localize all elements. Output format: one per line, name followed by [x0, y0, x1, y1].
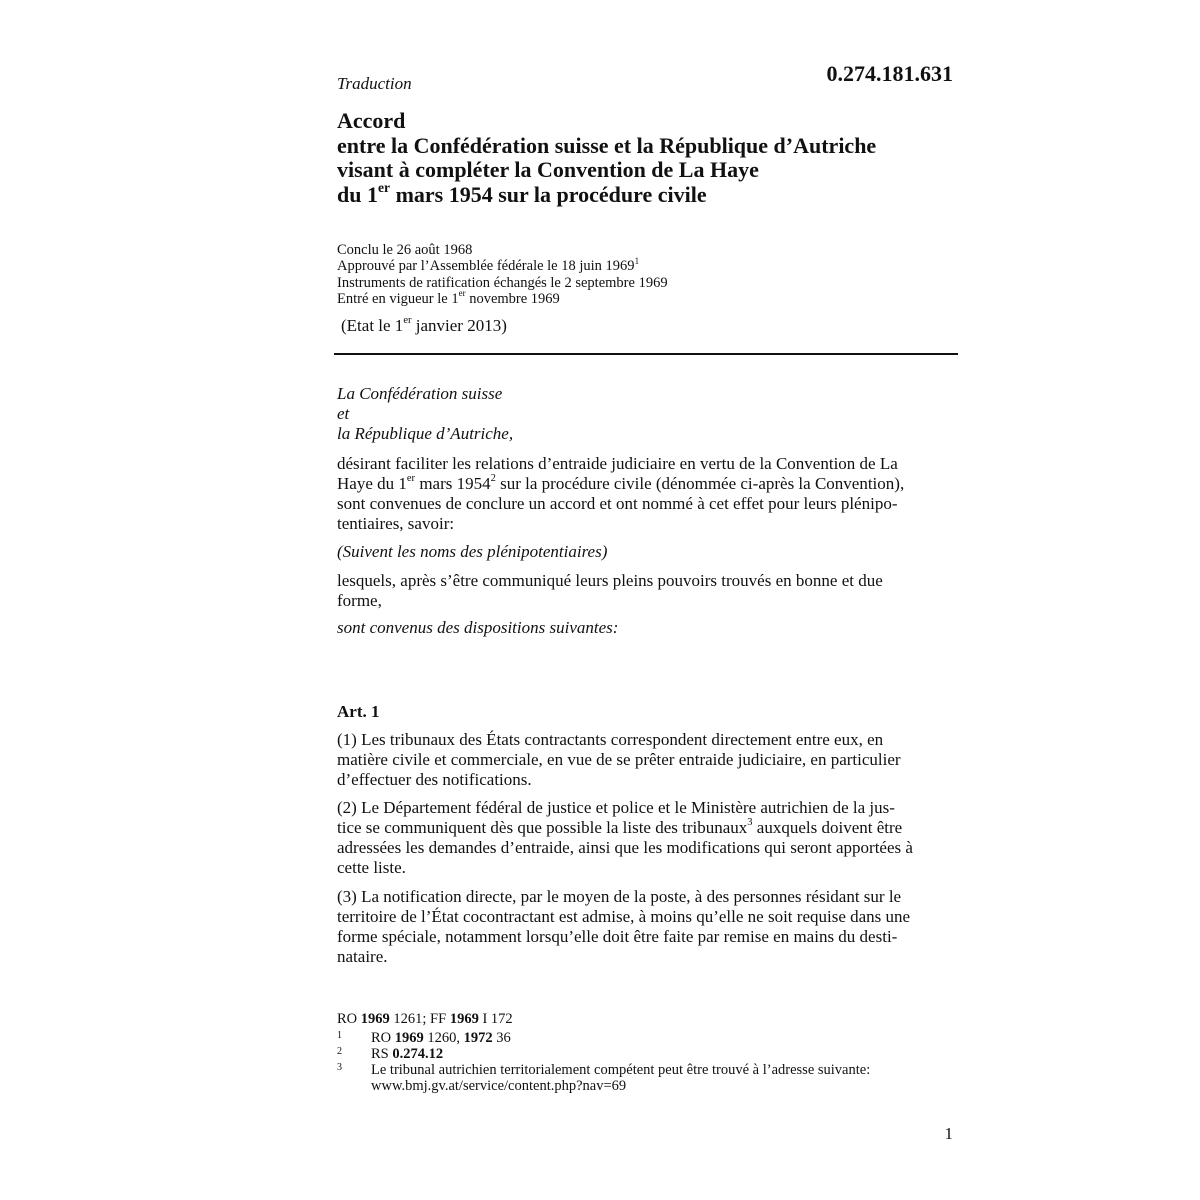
footnote-link[interactable]: www.bmj.gv.at/service/content.php?nav=69 [371, 1078, 627, 1094]
title-line: visant à compléter la Convention de La Haye [337, 157, 759, 182]
text-line [337, 474, 954, 494]
text-line: (1) Les tribunaux des États contractants correspondent directement entre eux, en [337, 730, 884, 749]
text-line: (3) La notification directe, par le moyen de la poste, à des personnes résidant sur le [337, 887, 902, 906]
footnote-3 [337, 1062, 957, 1094]
preamble-desirant [337, 454, 954, 534]
footnote-1 [337, 1030, 957, 1046]
text-span: 1969 [360, 1011, 390, 1027]
sr-number: 0.274.181.631 [826, 61, 953, 86]
text-span: 1969 [394, 1030, 424, 1046]
meta-text: novembre 1969 [465, 290, 560, 307]
document-title [337, 109, 876, 207]
text-line: désirant faciliter les relations d’entraide judiciaire en vertu de la Convention de La [337, 454, 898, 473]
title-line [337, 179, 876, 208]
text-line: nataire. [337, 947, 388, 966]
meta-text: Entré en vigueur le 1 [337, 290, 459, 307]
conjunction: et [337, 404, 350, 423]
text-span: 1969 [449, 1011, 479, 1027]
superscript: er [403, 315, 412, 327]
text-line: (2) Le Département fédéral de justice et police et le Ministère autrichien de la jus- [337, 798, 895, 817]
text-span: Haye du 1 [337, 474, 407, 493]
footnote-ref[interactable]: 2 [490, 473, 496, 485]
footnote-2 [337, 1046, 957, 1062]
preamble-lesquels [337, 571, 954, 611]
text-span: 0.274.12 [392, 1046, 444, 1062]
document-metadata [337, 242, 668, 307]
text-line: forme spéciale, notamment lorsqu’elle doit être faite par remise en mains du desti- [337, 927, 898, 946]
text-line: matière civile et commerciale, en vue de se prêter entraide judiciaire, en particulier [337, 750, 901, 769]
text-span: tice se communiquent dès que possible la liste des tribunaux [337, 818, 748, 837]
text-line [337, 818, 954, 838]
footnote-number: 3 [337, 1062, 342, 1073]
state-text: janvier 2013) [411, 316, 507, 335]
meta-instruments: Instruments de ratification échangés le 2 septembre 1969 [337, 274, 668, 291]
text-line: territoire de l’État cocontractant est admise, à moins qu’elle ne soit requise dans une [337, 907, 911, 926]
text-span: 36 [492, 1030, 511, 1046]
text-span: RO [337, 1011, 361, 1027]
meta-text: Approuvé par l’Assemblée fédérale le 18 juin 1969 [337, 258, 635, 275]
title-line: Accord [337, 108, 406, 133]
text-line: cette liste. [337, 858, 406, 877]
title-superscript: er [377, 179, 391, 195]
title-line: entre la Confédération suisse et la République d’Autriche [337, 132, 877, 158]
preamble-closing: sont convenus des dispositions suivantes: [337, 618, 619, 637]
text-line: lesquels, après s’être communiqué leurs pleins pouvoirs trouvés en bonne et due [337, 571, 883, 590]
horizontal-rule [334, 353, 958, 355]
text-span: I 172 [478, 1011, 513, 1027]
article-paragraph-2 [337, 798, 954, 878]
footnote-ref[interactable]: 3 [747, 817, 753, 829]
text-line: adressées les demandes d’entraide, ainsi que les modifications qui seront apportées à [337, 838, 913, 857]
article-heading: Art. 1 [337, 702, 380, 721]
footnote-number: 1 [337, 1030, 342, 1041]
text-line: forme, [337, 591, 382, 610]
footnote-number: 2 [337, 1046, 342, 1057]
publication-reference [337, 1011, 957, 1027]
footnote-line: Le tribunal autrichien territorialement compétent peut être trouvé à l’adresse suivante: [371, 1062, 871, 1078]
plenipotentiaries-note: (Suivent les noms des plénipotentiaires) [337, 542, 608, 561]
text-span: 1260, [423, 1030, 464, 1046]
footnote-text [371, 1046, 957, 1062]
text-span: RS [371, 1046, 393, 1062]
text-line: d’effectuer des notifications. [337, 770, 532, 789]
state-date [341, 316, 507, 336]
article-paragraph-1 [337, 730, 954, 790]
meta-conclu: Conclu le 26 août 1968 [337, 242, 473, 258]
state-text: (Etat le 1 [341, 316, 404, 335]
footnote-text [371, 1062, 957, 1094]
party-name: la République d’Autriche, [337, 424, 514, 443]
superscript: er [458, 288, 466, 299]
text-span: mars 1954 [415, 474, 491, 493]
meta-approuve [337, 255, 668, 275]
page-number: 1 [944, 1124, 953, 1143]
footnotes [337, 1011, 957, 1094]
title-text: mars 1954 sur la procédure civile [390, 181, 707, 207]
title-text: du 1 [337, 181, 378, 207]
text-span: 1261; FF [389, 1011, 450, 1027]
footnote-text [371, 1030, 957, 1046]
text-span: auxquels doivent être [752, 818, 903, 837]
text-span: RO [371, 1030, 395, 1046]
text-line: sont convenues de conclure un accord et ont nommé à cet effet pour leurs plénipo- [337, 494, 898, 513]
text-span: sur la procédure civile (dénommée ci-après la Convention), [495, 474, 905, 493]
translation-label: Traduction [337, 74, 412, 93]
superscript: er [406, 473, 416, 485]
preamble-parties [337, 384, 954, 444]
meta-entree [337, 288, 668, 307]
party-name: La Confédération suisse [337, 384, 503, 403]
text-line: tentiaires, savoir: [337, 514, 455, 533]
footnote-ref[interactable]: 1 [634, 255, 640, 266]
article-paragraph-3 [337, 887, 954, 967]
text-span: 1972 [463, 1030, 493, 1046]
